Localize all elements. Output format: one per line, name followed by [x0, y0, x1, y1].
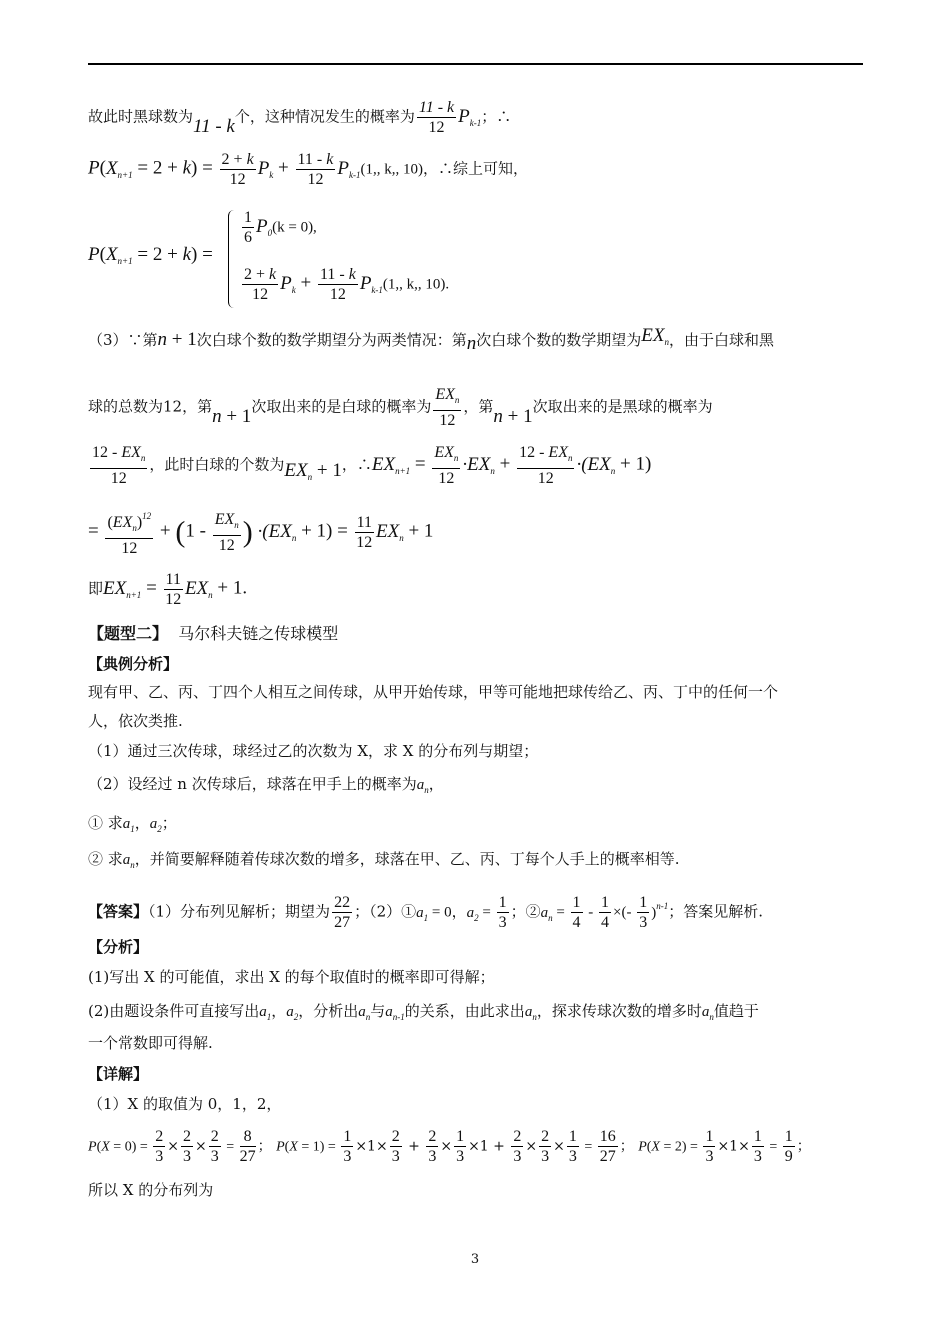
heading-title: 马尔科夫链之传球模型	[178, 624, 339, 643]
math-expr: $a_2$	[466, 904, 479, 923]
text: ；（2）①	[354, 902, 417, 921]
fraction: $\frac{2}{3}$	[182, 1128, 191, 1165]
math-expr: n	[212, 405, 222, 427]
question-intro-cont: 人，依次类推.	[88, 712, 183, 730]
math-expr: $EX_n$	[641, 325, 670, 347]
math-expr: (	[99, 244, 106, 265]
math-expr: + 1.	[212, 577, 248, 599]
text: ① 求	[88, 814, 123, 832]
text: 故此时黑球数为	[88, 107, 194, 126]
fraction: $\frac{11 - k}{12}$	[297, 151, 334, 188]
math-expr: $EX_{n+1}$	[103, 577, 142, 600]
fraction: $\frac{1}{3}$	[705, 1128, 714, 1165]
question-2	[88, 774, 444, 800]
math-expr: $P_k$	[257, 157, 274, 180]
fraction: $\frac{2}{3}$	[541, 1128, 550, 1165]
math-expr: $P_{k-1}$	[458, 105, 482, 128]
math-expr: ) =	[191, 157, 218, 179]
math-expr: $a_n$	[701, 1004, 714, 1022]
paragraph-part3-cont	[88, 385, 713, 430]
fraction: $\frac{1}{3}$	[568, 1128, 577, 1165]
math-expr: = 2 +	[132, 244, 183, 265]
fraction: $\frac{2 + k}{12}$	[244, 266, 277, 303]
fraction: $\frac{2}{3}$	[210, 1128, 219, 1165]
text: 次取出来的是白球的概率为	[251, 397, 432, 416]
math-expr: + 1)	[615, 453, 652, 475]
example-tag: 【典例分析】	[88, 655, 179, 673]
math-expr: P	[88, 157, 100, 179]
math-expr: (	[96, 1139, 102, 1155]
math-expr: X	[289, 1139, 298, 1155]
fraction: $\frac{2}{3}$	[391, 1128, 400, 1165]
math-expr: -	[584, 904, 598, 921]
math-expr: $a_n$	[416, 777, 429, 795]
text: ，分析出	[298, 1002, 359, 1020]
analysis-2: (2)由题设条件可直接写出$a_1$，$a_2$，分析出$a_n$与$a_{n-1}$的关系，由此求出$a_n$，探求传球次数的增多时$a_n$值趋于	[88, 1002, 759, 1022]
math-expr: $a_n$	[540, 904, 553, 923]
equation-recurrence	[88, 150, 528, 189]
numerator: 11 - k	[418, 99, 455, 116]
math-expr: =	[580, 1139, 596, 1155]
math-expr: = 2) =	[659, 1139, 702, 1155]
paragraph-part3	[88, 325, 775, 356]
math-expr: (k = 0),	[272, 219, 317, 236]
heading-tag: 【题型二】	[88, 624, 169, 643]
math-expr: $EX_n$	[184, 577, 213, 600]
math-expr: $X_{n+1}$	[105, 244, 133, 266]
denominator: 12	[428, 119, 445, 136]
text: （3）∵第	[88, 331, 158, 349]
math-expr: n	[157, 329, 168, 350]
fraction: $\frac{22}{27}$	[334, 894, 351, 931]
math-expr: $a_2$	[286, 1004, 299, 1022]
page-number: 3	[470, 1252, 480, 1267]
math-expr: =	[222, 1139, 238, 1155]
question-1: （1）通过三次传球，球经过乙的次数为 X，求 X 的分布列与期望；	[88, 742, 539, 760]
fraction: $\frac{12 - EX_n}{12}$	[92, 444, 146, 487]
fraction: $\frac{11}{12}$	[356, 514, 373, 551]
math-expr: + 1	[312, 459, 342, 481]
math-expr: + 1	[167, 329, 197, 350]
text: ，并简要解释随着传球次数的增多，球落在甲、乙、丙、丁每个人手上的概率相等.	[134, 850, 680, 868]
text: ② 求	[88, 850, 123, 868]
text: ；答案见解析.	[668, 902, 764, 921]
fraction: $\frac{11}{12}$	[165, 571, 182, 608]
math-expr: $X_{n+1}$	[105, 157, 133, 180]
math-expr: ) =	[191, 244, 213, 265]
math-expr: +	[295, 272, 316, 294]
text: ，	[428, 775, 444, 793]
text: 个，这种情况发生的概率为	[234, 107, 415, 126]
equation-piecewise-lhs	[88, 245, 213, 271]
section-heading	[88, 624, 338, 644]
math-expr: +	[155, 520, 176, 542]
math-expr: X	[101, 1139, 110, 1155]
math-expr: P	[88, 1139, 97, 1155]
text: ，∴综上可知，	[422, 159, 528, 178]
answer-tag: 【答案】	[88, 902, 149, 921]
math-expr: $a_1$	[259, 1004, 272, 1022]
question-2a: ① 求$a_1$，$a_2$；	[88, 814, 177, 834]
piece-1	[240, 208, 317, 247]
math-expr: $P_0$	[256, 215, 273, 238]
fraction: $\frac{8}{27}$	[239, 1128, 256, 1165]
math-expr: P	[88, 244, 100, 265]
math-expr: $a_n$	[524, 1004, 537, 1022]
text: 即	[88, 579, 104, 598]
math-expr: k	[182, 244, 191, 265]
fraction: $\frac{EX_n}{12}$	[435, 386, 460, 429]
math-expr: =	[410, 453, 431, 475]
fraction: $\frac{(EX_n)^{12}}{12}$	[105, 507, 153, 558]
math-expr: (1,, k,, 10).	[382, 276, 450, 293]
piece-2	[240, 265, 449, 304]
math-expr: (	[175, 515, 186, 549]
math-expr: + 1) =	[296, 520, 353, 542]
fraction: $\frac{2}{3}$	[155, 1128, 164, 1165]
math-expr: = 1) =	[297, 1139, 340, 1155]
fraction: $\frac{2}{3}$	[428, 1128, 437, 1165]
fraction	[417, 98, 456, 137]
text: ，此时白球的个数为	[149, 455, 285, 474]
math-expr: n	[466, 333, 477, 354]
text: ，探求传球次数的增多时	[536, 1002, 702, 1020]
fraction: $\frac{1}{9}$	[784, 1128, 793, 1165]
math-expr: +	[494, 453, 516, 475]
math-expr: $a_n$	[358, 1004, 371, 1022]
fraction: $\frac{1}{3}$	[498, 894, 507, 931]
text: 的关系，由此求出	[404, 1002, 525, 1020]
fraction: $\frac{1}{3}$	[456, 1128, 465, 1165]
math-expr: (	[646, 1139, 652, 1155]
math-expr: + 1	[502, 405, 533, 427]
math-expr: = 0	[428, 904, 452, 921]
math-expr: $a_1$	[122, 816, 135, 834]
math-expr: $EX_n$	[375, 520, 404, 543]
text: （1）分布列见解析；期望为	[148, 902, 331, 921]
equation-expectation-simplified	[88, 507, 433, 558]
math-expr: $a_2$	[149, 816, 162, 834]
question-2b	[88, 849, 680, 875]
math-expr: =	[141, 577, 162, 599]
fraction: $\frac{2}{3}$	[513, 1128, 522, 1165]
math-expr: $EX_{n+1}$	[371, 453, 411, 476]
fraction: $\frac{1}{3}$	[343, 1128, 352, 1165]
math-expr: (1,, k,, 10)	[360, 161, 423, 178]
math-expr: =	[478, 904, 495, 921]
math-expr: + 1	[403, 520, 434, 542]
math-expr: $a_{n-1}$	[385, 1004, 405, 1022]
math-expr: $\cdot EX_n$	[462, 453, 495, 476]
text: 次取出来的是黑球的概率为	[532, 397, 713, 416]
analysis-1: (1)写出 X 的可能值，求出 X 的每个取值时的概率即可得解；	[88, 968, 495, 986]
math-expr: $a_1$	[416, 904, 429, 923]
math-expr: n	[493, 405, 503, 427]
math-expr: (	[284, 1139, 290, 1155]
paragraph-black-ball	[88, 98, 511, 137]
math-expr: 1 -	[185, 520, 211, 542]
text: ；	[161, 814, 177, 832]
analysis-tag: 【分析】	[88, 938, 149, 956]
math-expr: $P_{k-1}$	[337, 157, 361, 180]
math-expr: ×(-	[613, 904, 636, 921]
piecewise-brace	[228, 210, 237, 308]
math-expr: $EX_n$	[284, 459, 313, 482]
fraction: $\frac{EX_n}{12}$	[214, 511, 239, 554]
math-expr: P	[638, 1139, 647, 1155]
text: ；②	[510, 902, 541, 921]
math-expr: )$^{n-1}$	[651, 900, 669, 921]
text: 次白球个数的数学期望为	[476, 331, 642, 349]
math-expr: X	[651, 1139, 660, 1155]
math-expr: + 1	[221, 405, 252, 427]
text: 与	[370, 1002, 386, 1020]
math-expr: =	[765, 1139, 781, 1155]
fraction: $\frac{16}{27}$	[599, 1128, 616, 1165]
math-expr: P	[276, 1139, 285, 1155]
paragraph-expectation	[88, 443, 651, 488]
text: 球的总数为12，第	[88, 397, 213, 416]
math-expr: = 0) =	[109, 1139, 152, 1155]
detail-last: 所以 X 的分布列为	[88, 1181, 214, 1199]
detail-1: （1）X 的取值为 0，1，2，	[88, 1095, 282, 1113]
math-expr: $a_n$	[122, 852, 135, 870]
text: ，由于白球和黑	[669, 331, 775, 349]
math-expr: )	[242, 515, 253, 549]
text: (2)由题设条件可直接写出	[88, 1002, 260, 1020]
detail-tag: 【详解】	[88, 1065, 149, 1083]
fraction: $\frac{1}{3}$	[753, 1128, 762, 1165]
answer-line: 【答案】（1）分布列见解析；期望为 $\frac{22}{27}$ ；$(2)①a_1 = 0$，$a_2$ = $\frac{1}{3}$ ；$②a_n$ = $\frac{1}{4}$ - $\frac{1}{4}$ ×(- $\frac{1}{3}$ )$^{n-1}$；答案见解析.	[88, 894, 764, 931]
equation-conclusion	[88, 570, 247, 609]
question-intro: 现有甲、乙、丙、丁四个人相互之间传球，从甲开始传球，甲等可能地把球传给乙、丙、丁中的任何一个	[88, 683, 779, 701]
fraction: $\frac{1}{3}$	[639, 894, 648, 931]
math-expr: =	[88, 520, 104, 542]
text: ，∴	[341, 455, 372, 474]
text: 次白球个数的数学期望分为两类情况：第	[196, 331, 467, 349]
fraction: $\frac{1}{4}$	[601, 894, 610, 931]
math-expr: $\cdot(EX_n$	[252, 520, 297, 543]
fraction: $\frac{11 - k}{12}$	[319, 266, 356, 303]
math-expr: (	[99, 157, 106, 179]
text: ，第	[463, 397, 494, 416]
math-expr: $P_{k-1}$	[359, 272, 383, 295]
math-expr: 11 - k	[193, 115, 235, 137]
math-expr: k	[182, 157, 191, 179]
detail-probabilities: P(X = 0) = $\frac{2}{3}$ × $\frac{2}{3}$ × $\frac{2}{3}$ = $\frac{8}{27}$ ； P(X = 1) = $\frac{1}{3}$ ×1× $\frac{2}{3}$ + $\frac{2}{3}$ × $\frac{1}{3}$ ×1 + $\frac{2}{3}$ × $\frac{2}{3}$ × $\frac{1}{3}$ = $\frac{16}{27}$ ； P(X = 2) = $\frac{1}{3}$ ×1× $\frac{1}{3}$ = $\frac{1}{9}$ ；	[88, 1128, 811, 1165]
fraction: $\frac{12 - EX_n}{12}$	[519, 444, 573, 487]
math-expr: $\cdot(EX_n$	[576, 453, 616, 476]
math-expr: =	[552, 904, 569, 921]
math-expr: = 2 +	[132, 157, 183, 179]
fraction: $\frac{1}{6}$	[244, 209, 252, 246]
math-expr: $P_k$	[280, 272, 296, 295]
math-expr: +	[273, 157, 294, 179]
header-rule	[88, 63, 863, 65]
text: （2）设经过 n 次传球后，球落在甲手上的概率为	[88, 775, 417, 793]
fraction: $\frac{1}{4}$	[572, 894, 581, 931]
text: 值趋于	[713, 1002, 759, 1020]
fraction: $\frac{EX_n}{12}$	[434, 444, 459, 487]
analysis-3: 一个常数即可得解.	[88, 1034, 213, 1052]
fraction: $\frac{2 + k}{12}$	[221, 151, 254, 188]
text: ；∴	[481, 107, 512, 126]
